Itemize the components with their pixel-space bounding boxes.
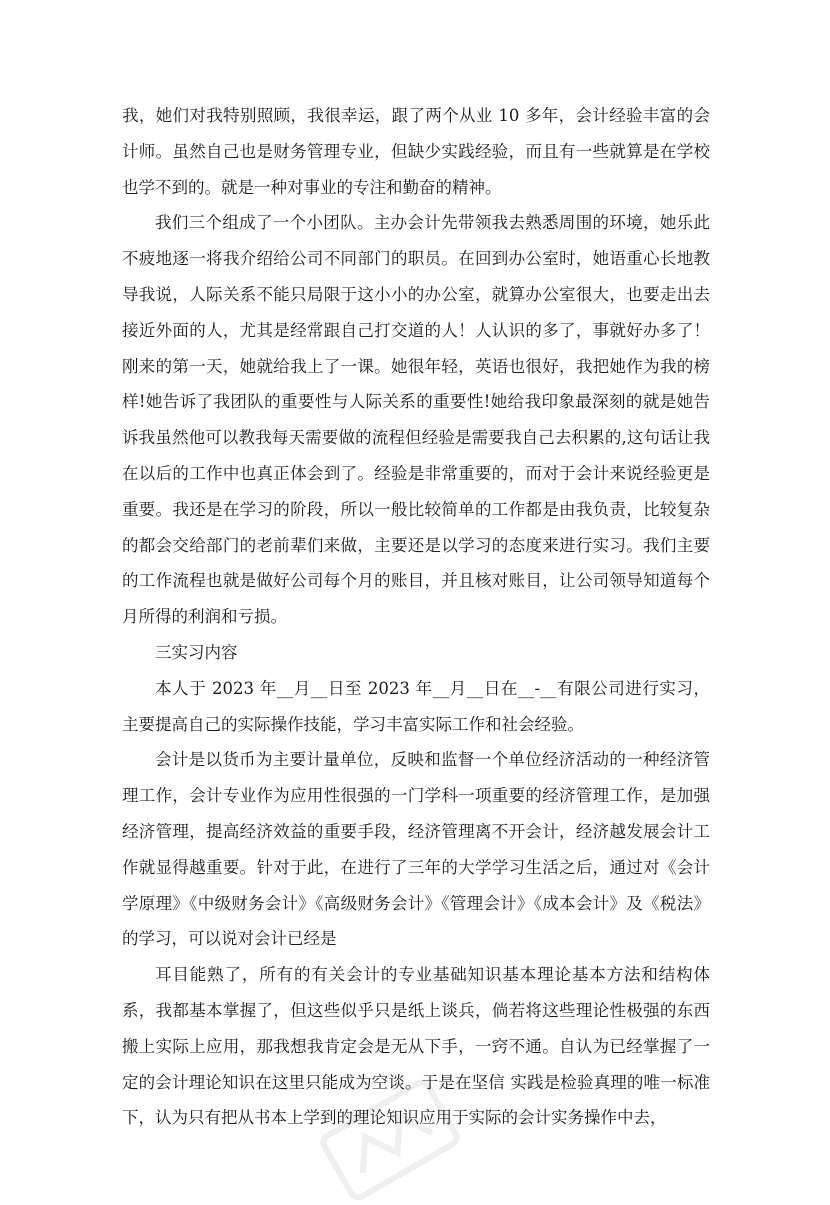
paragraph-4: 本人于 2023 年__月__日至 2023 年__月__日在__-__有限公司进行实习，主要提高自己的实际操作技能，学习丰富实际工作和社会经验。 — [122, 678, 710, 734]
section-heading-internship-content: 三实习内容 — [155, 642, 238, 662]
paragraph-2: 我们三个组成了一个小团队。主办会计先带领我去熟悉周围的环境，她乐此不疲地逐一将我介绍给公司不同部门的职员。在回到办公室时，她语重心长地教导我说，人际关系不能只局限于这小小的办公室，就算办公室很大，也要走出去接近外面的人，尤其是经常跟自己打交道的人！人认识的多了，事就好办多了！刚来的第一天，她就给我上了一课。她很年轻，英语也很好，我把她作为我的榜样!她告诉了我团队的重要性与人际关系的重要性!她给我印象最深刻的就是她告诉我虽然他可以教我每天需要做的流程但经验是需要我自己去积累的,这句话让我在以后的工作中也真正体会到了。经验是非常重要的，而对于会计来说经验更是重要。我还是在学习的阶段，所以一般比较简单的工作都是由我负责，比较复杂的都会交给部门的老前辈们来做，主要还是以学习的态度来进行实习。我们主要的工作流程也就是做好公司每个月的账目，并且核对账目，让公司领导知道每个月所得的利润和亏损。 — [122, 213, 710, 627]
paragraph-5: 会计是以货币为主要计量单位，反映和监督一个单位经济活动的一种经济管理工作，会计专业作为应用性很强的一门学科一项重要的经济管理工作，是加强经济管理，提高经济效益的重要手段，经济管理离不开会计，经济越发展会计工作就显得越重要。针对于此，在进行了三年的大学学习生活之后，通过对《会计学原理》《中级财务会计》《高级财务会计》《管理会计》《成本会计》及《税法》的学习，可以说对会计已经是 — [122, 750, 710, 949]
paragraph-6: 耳目能熟了，所有的有关会计的专业基础知识基本理论基本方法和结构体系，我都基本掌握了，但这些似乎只是纸上谈兵，倘若将这些理论性极强的东西搬上实际上应用，那我想我肯定会是无从下手，一窍不通。自认为已经掌握了一定的会计理论知识在这里只能成为空谈。于是在坚信 实践是检验真理的唯一标准 下，认为只有把从书本上学到的理论知识应用于实际的会计实务操作中去， — [122, 965, 710, 1128]
document-body — [122, 98, 710, 1136]
paragraph-1: 我，她们对我特别照顾，我很幸运，跟了两个从业 10 多年，会计经验丰富的会计师。虽然自己也是财务管理专业，但缺少实践经验，而且有一些就算是在学校也学不到的。就是一种对事业的专注和勤奋的精神。 — [122, 106, 710, 197]
